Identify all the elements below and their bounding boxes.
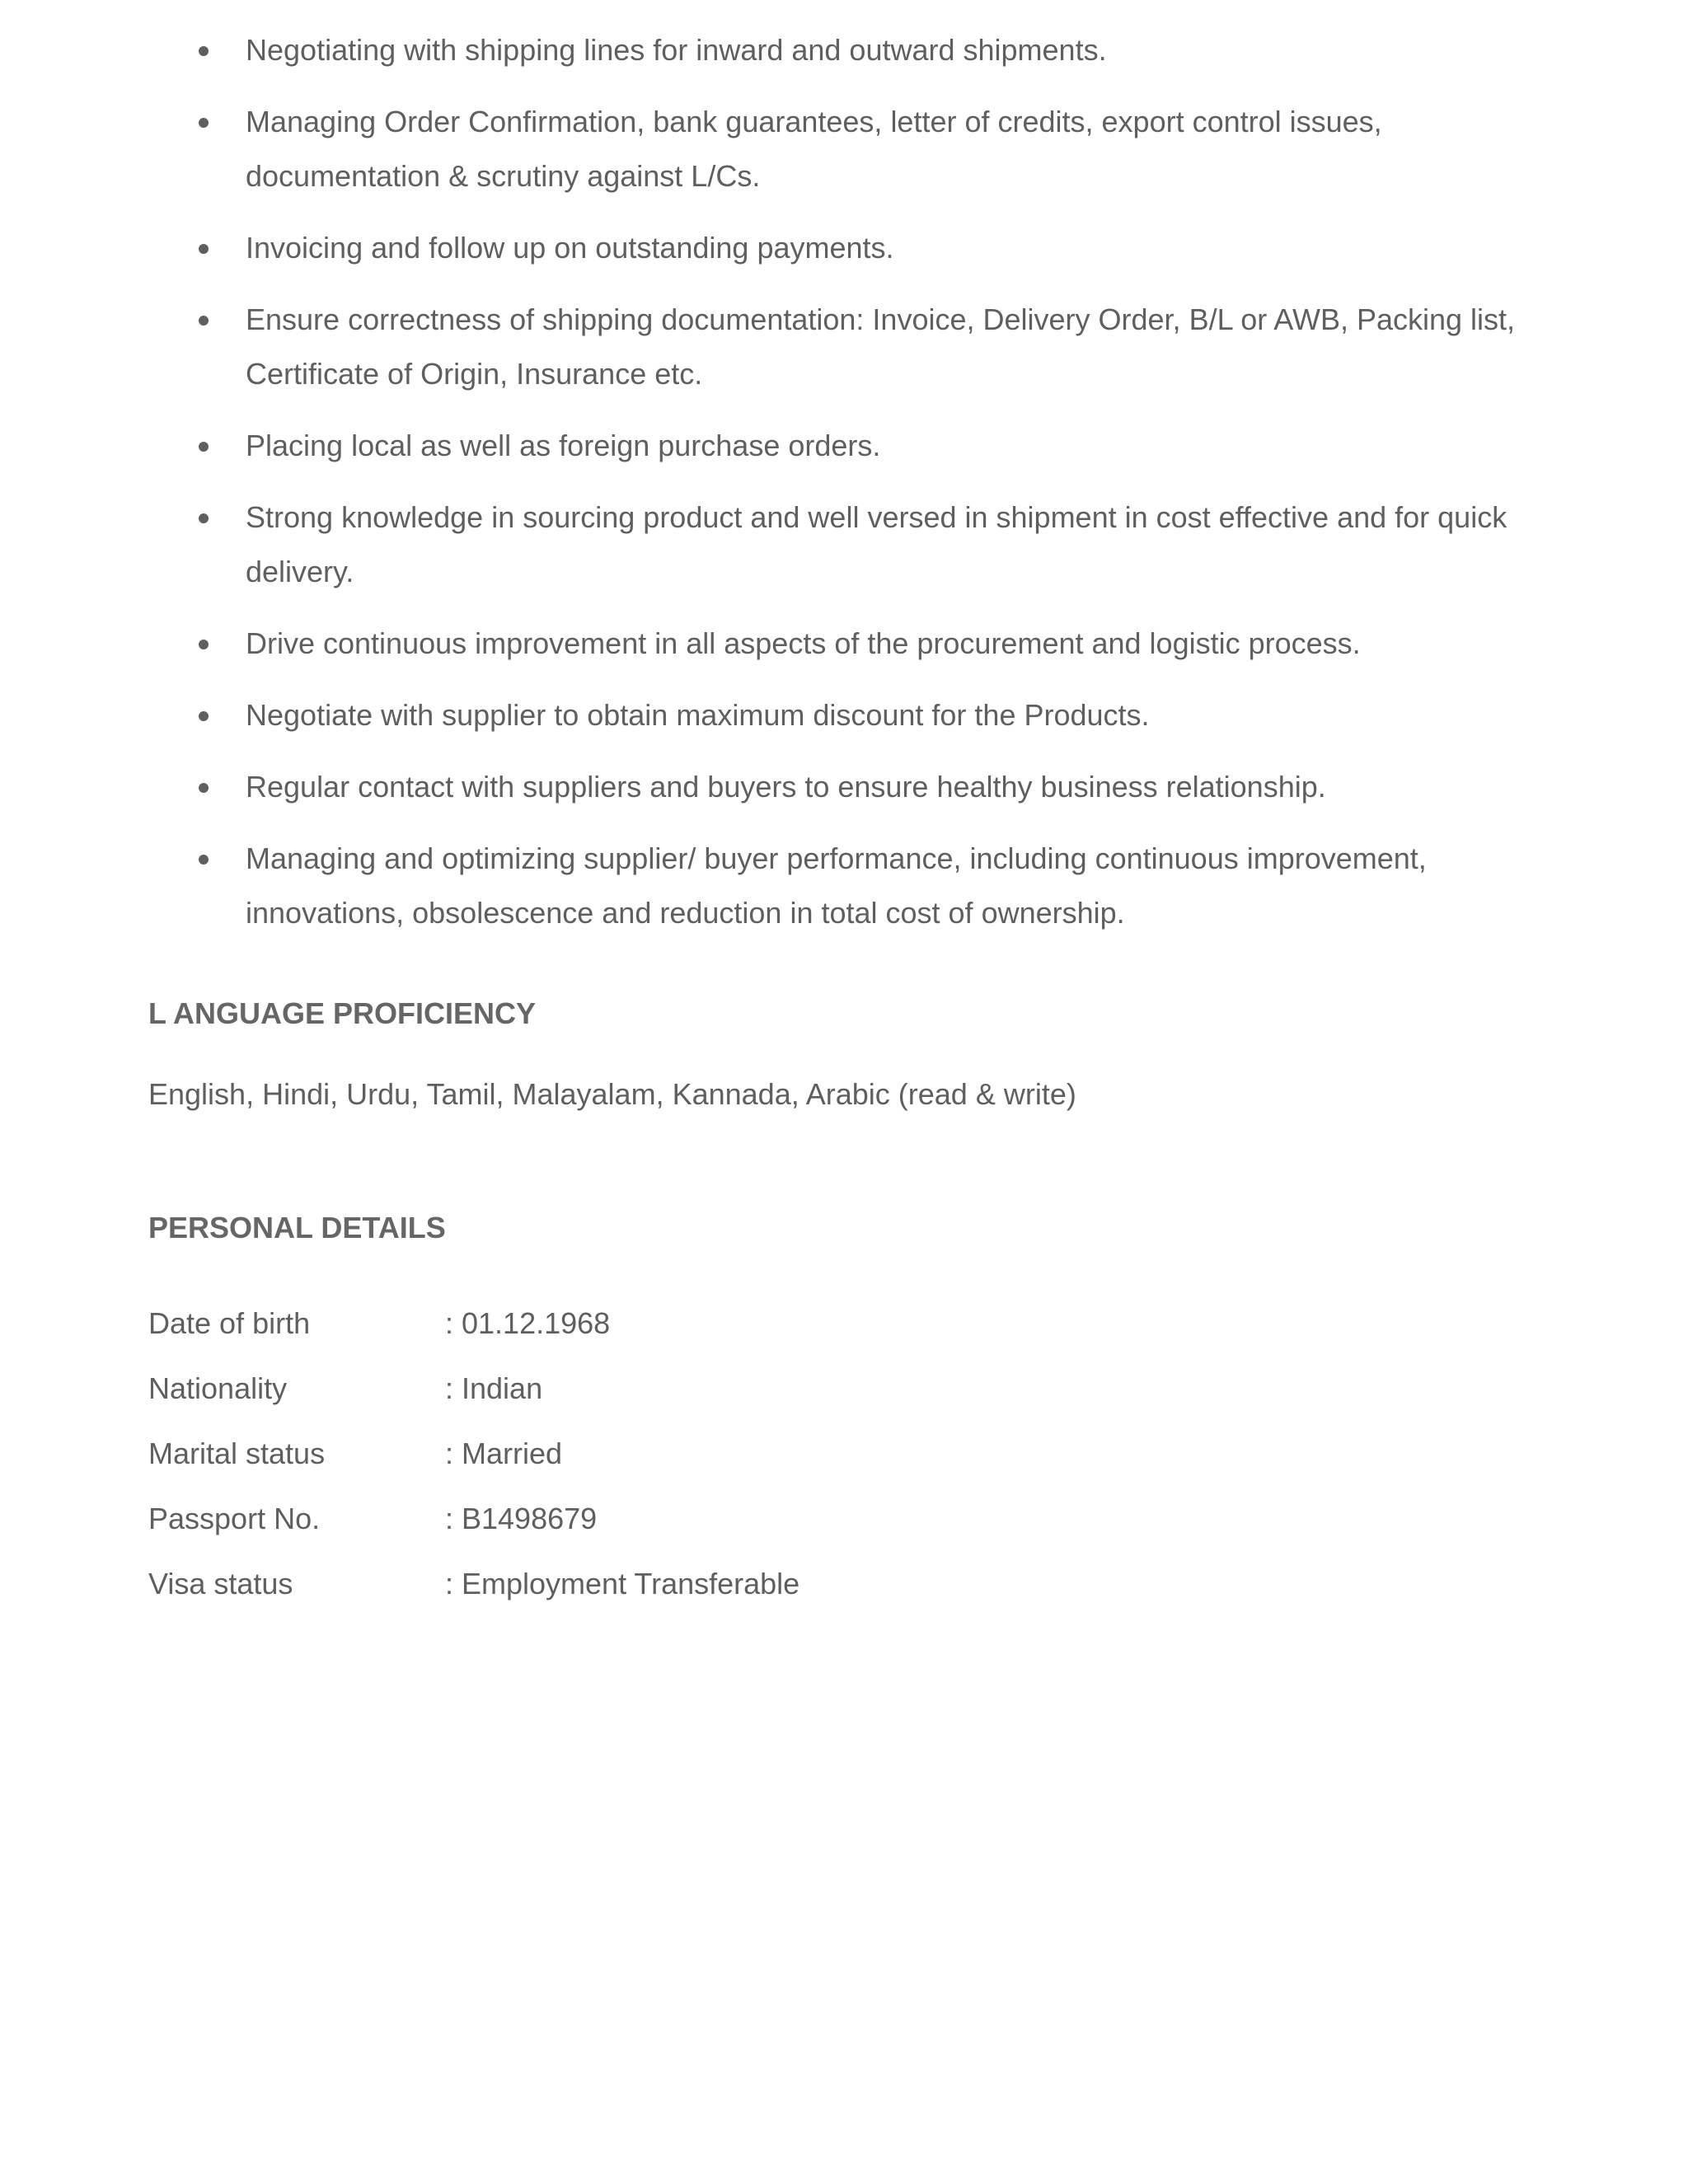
- bullet-icon: [199, 640, 209, 649]
- list-item-text: Negotiate with supplier to obtain maximum discount for the Products.: [246, 698, 1150, 732]
- detail-label: Date of birth: [148, 1306, 311, 1340]
- list-item-text: Drive continuous improvement in all aspects of the procurement and logistic process.: [246, 626, 1361, 660]
- list-item-text: Placing local as well as foreign purchase orders.: [246, 429, 881, 462]
- detail-value: : B1498679: [445, 1502, 598, 1535]
- list-item-text: Strong knowledge in sourcing product and well versed in shipment in cost effective and for quick delivery.: [246, 500, 1507, 588]
- list-item-text: Negotiating with shipping lines for inward and outward shipments.: [246, 33, 1107, 67]
- list-item: [148, 490, 1550, 599]
- detail-label: Visa status: [148, 1567, 293, 1601]
- language-heading: L ANGUAGE PROFICIENCY: [148, 996, 537, 1030]
- bullet-icon: [199, 711, 209, 721]
- bullet-icon: [199, 46, 209, 56]
- bullet-icon: [199, 244, 209, 254]
- detail-label: Passport No.: [148, 1502, 321, 1535]
- bullet-icon: [199, 513, 209, 523]
- list-item: [148, 832, 1550, 940]
- list-item: [148, 419, 1550, 473]
- language-list: English, Hindi, Urdu, Tamil, Malayalam, Kannada, Arabic (read & write): [148, 1077, 1076, 1111]
- personal-details-heading: PERSONAL DETAILS: [148, 1211, 446, 1244]
- detail-label: Marital status: [148, 1436, 326, 1470]
- bullet-icon: [199, 118, 209, 128]
- detail-value: : 01.12.1968: [445, 1306, 611, 1340]
- list-item: [148, 221, 1550, 275]
- detail-label: Nationality: [148, 1371, 288, 1405]
- detail-value: : Employment Transferable: [445, 1567, 800, 1601]
- list-item: [148, 688, 1550, 743]
- list-item: [148, 23, 1550, 77]
- bullet-icon: [199, 783, 209, 793]
- list-item: [148, 293, 1550, 401]
- bullet-icon: [199, 442, 209, 452]
- list-item: [148, 760, 1550, 814]
- bullet-icon: [199, 855, 209, 865]
- list-item-text: Managing Order Confirmation, bank guarantees, letter of credits, export control issues, documentation & scrutiny against L/Cs.: [246, 105, 1382, 193]
- responsibilities-list: [148, 23, 1550, 958]
- bullet-icon: [199, 316, 209, 326]
- list-item-text: Ensure correctness of shipping documentation: Invoice, Delivery Order, B/L or AWB, Packing list, Certificate of Origin, Insurance etc.: [246, 302, 1516, 391]
- list-item: [148, 616, 1550, 671]
- list-item: [148, 95, 1550, 204]
- detail-value: : Indian: [445, 1371, 543, 1405]
- detail-value: : Married: [445, 1436, 563, 1470]
- list-item-text: Invoicing and follow up on outstanding payments.: [246, 231, 894, 265]
- list-item-text: Managing and optimizing supplier/ buyer performance, including continuous improvement, innovations, obsolescence and reduction in total cost of ownership.: [246, 841, 1427, 930]
- list-item-text: Regular contact with suppliers and buyers to ensure healthy business relationship.: [246, 770, 1326, 804]
